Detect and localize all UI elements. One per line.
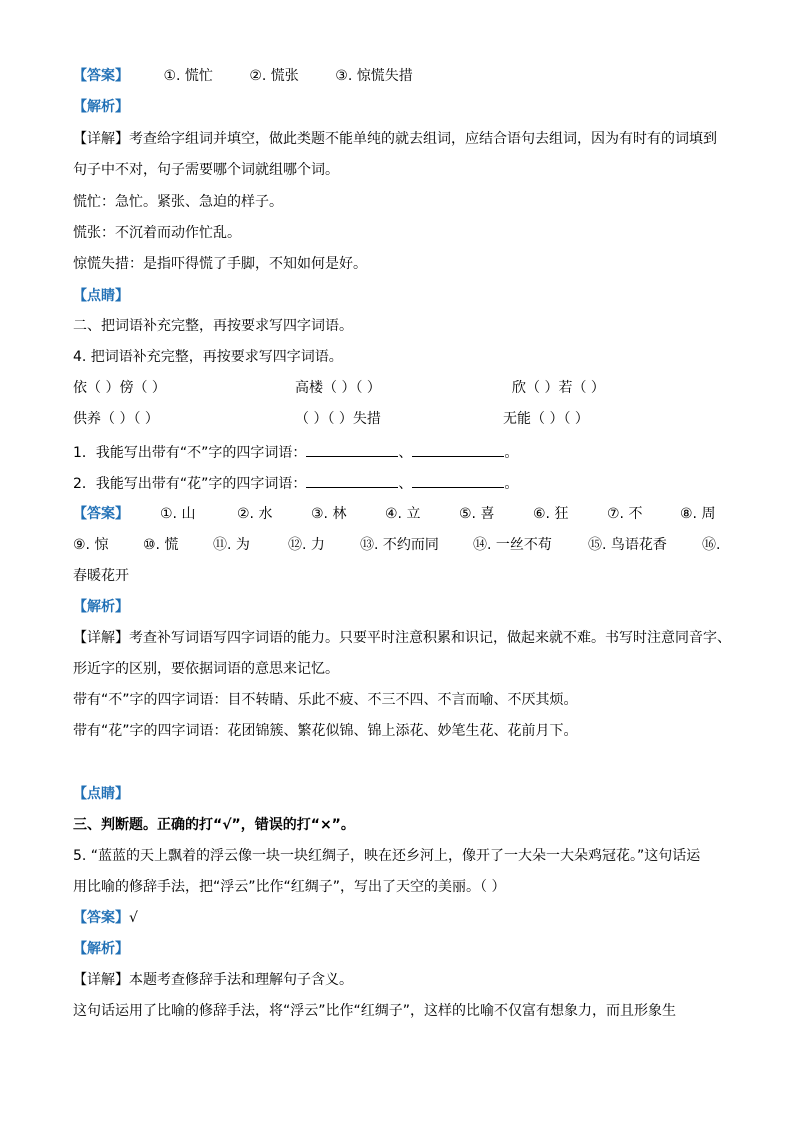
detail-text: 这句话运用了比喻的修辞手法，将“浮云”比作“红绸子”，这样的比喻不仅富有想象力，而且形象生 — [73, 1003, 677, 1019]
answer-item: ③. 惊慌失措 — [335, 68, 413, 84]
answer-item: √ — [129, 910, 138, 926]
question-text: 用比喻的修辞手法，把“浮云”比作“红绸子”，写出了天空的美丽。（ ） — [73, 879, 506, 895]
word-list: 带有“不”字的四字词语：目不转睛、乐此不疲、不三不四、不言而喻、不厌其烦。 — [73, 692, 578, 708]
fill-item: 欣（ ）若（ ） — [512, 380, 605, 396]
fill-item: 无能（ ）（ ） — [503, 411, 589, 427]
answer-item: ⑤. 喜 — [459, 506, 495, 522]
definition-text: 慌忙：急忙。紧张、急迫的样子。 — [73, 194, 283, 210]
answer-item: ①. 山 — [160, 506, 196, 522]
fill-item: （ ）（ ）失措 — [295, 411, 381, 427]
answer-item: ⑭. 一丝不苟 — [473, 537, 552, 553]
question-title: 4. 把词语补充完整，再按要求写四字词语。 — [73, 349, 343, 365]
answer-blank[interactable] — [412, 442, 504, 457]
answer-item: ⑩. 慌 — [143, 537, 179, 553]
sub-question-text: 2．我能写出带有“花”字的四字词语： — [73, 476, 307, 492]
answer-blank[interactable] — [306, 473, 398, 488]
section-title: 三、判断题。正确的打“√”，错误的打“×”。 — [73, 817, 355, 833]
answer-item: ⑨. 惊 — [73, 537, 109, 553]
answer-item: ⑫. 力 — [288, 537, 325, 553]
answer-item: ⑬. 不约而同 — [360, 537, 439, 553]
separator: 、 — [398, 445, 413, 461]
answer-item: ⑯. — [702, 537, 721, 553]
detail-text: 句子中不对，句子需要哪个词就组哪个词。 — [73, 162, 339, 178]
sub-question-1 — [73, 442, 518, 463]
answer-row-q5 — [73, 908, 138, 928]
answer-blank[interactable] — [306, 442, 398, 457]
fill-item: 供养（ ）（ ） — [73, 411, 159, 427]
answer-item: ④. 立 — [385, 506, 421, 522]
answer-label: 【答案】 — [73, 506, 129, 522]
answer-item: ③. 林 — [311, 506, 347, 522]
answer-label: 【答案】 — [73, 910, 129, 926]
detail-text: 【详解】考查补写词语写四字词语的能力。只要平时注意积累和识记，做起来就不难。书写时注意同音字、 — [73, 630, 731, 646]
answer-label: 【答案】 — [73, 68, 129, 84]
answer-item: ⑥. 狂 — [533, 506, 569, 522]
period: 。 — [504, 445, 519, 461]
analysis-label: 【解析】 — [73, 99, 129, 115]
sub-question-text: 1．我能写出带有“不”字的四字词语： — [73, 445, 307, 461]
detail-text: 【详解】本题考查修辞手法和理解句子含义。 — [73, 972, 353, 988]
fill-item: 高楼（ ）（ ） — [295, 380, 381, 396]
answer-item: ①. 慌忙 — [163, 68, 213, 84]
section-title: 二、把词语补充完整，再按要求写四字词语。 — [73, 318, 353, 334]
question-text: 5. “蓝蓝的天上飘着的浮云像一块一块红绸子，映在还乡河上，像开了一大朵一大朵鸡冠花。”这句话运 — [73, 848, 701, 864]
fill-item: 依（ ）傍（ ） — [73, 380, 166, 396]
answer-row-q3 — [73, 66, 413, 86]
answer-item: ②. 慌张 — [249, 68, 299, 84]
answer-item: ⑪. 为 — [213, 537, 250, 553]
detail-text: 形近字的区别，要依据词语的意思来记忆。 — [73, 661, 339, 677]
review-label: 【点睛】 — [73, 288, 129, 304]
definition-text: 慌张：不沉着而动作忙乱。 — [73, 225, 241, 241]
answer-item: 春暖花开 — [73, 568, 129, 584]
period: 。 — [504, 476, 519, 492]
separator: 、 — [398, 476, 413, 492]
detail-text: 【详解】考查给字组词并填空，做此类题不能单纯的就去组词，应结合语句去组词，因为有时有的词填到 — [73, 131, 717, 147]
answer-item: ②. 水 — [237, 506, 273, 522]
sub-question-2 — [73, 473, 518, 494]
answer-item: ⑧. 周 — [680, 506, 716, 522]
analysis-label: 【解析】 — [73, 599, 129, 615]
analysis-label: 【解析】 — [73, 941, 129, 957]
answer-item: ⑦. 不 — [607, 506, 643, 522]
answer-item: ⑮. 鸟语花香 — [588, 537, 667, 553]
word-list: 带有“花”字的四字词语：花团锦簇、繁花似锦、锦上添花、妙笔生花、花前月下。 — [73, 723, 578, 739]
answer-blank[interactable] — [412, 473, 504, 488]
definition-text: 惊慌失措：是指吓得慌了手脚，不知如何是好。 — [73, 256, 367, 272]
review-label: 【点睛】 — [73, 786, 129, 802]
